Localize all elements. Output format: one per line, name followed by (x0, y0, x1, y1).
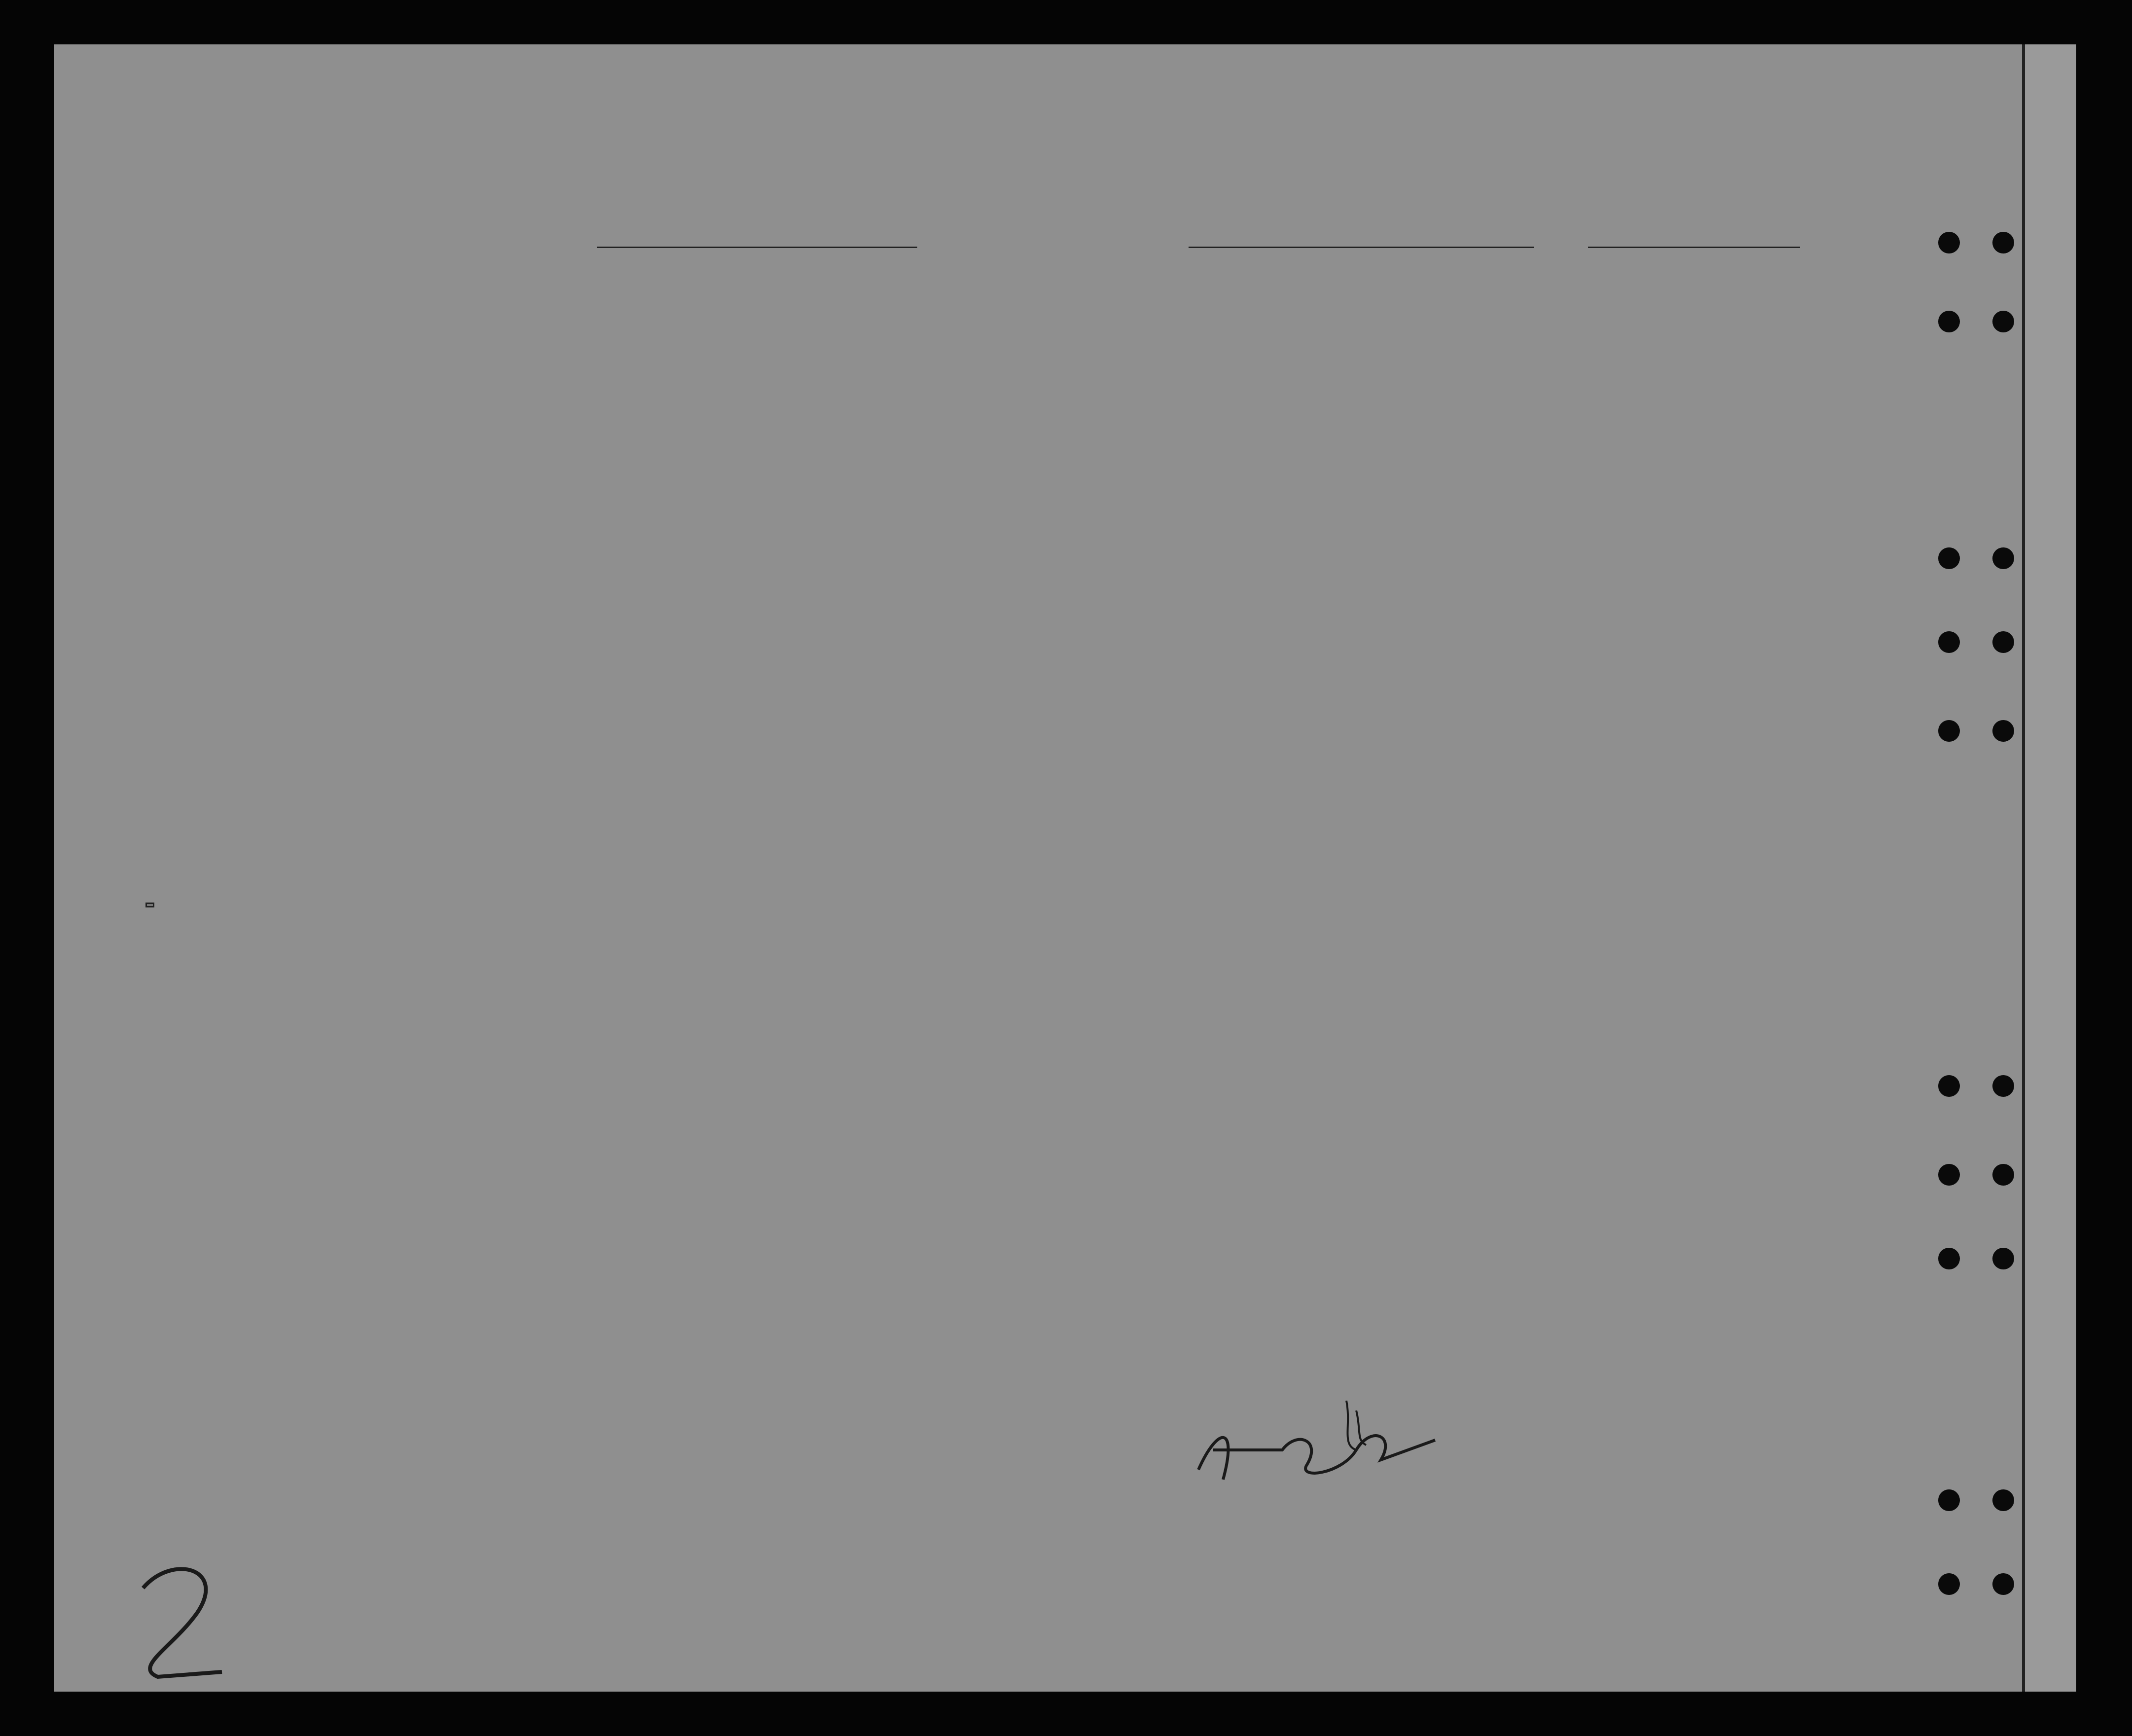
head-tax-stamp (145, 903, 154, 907)
handwritten-list-number (113, 1549, 261, 1687)
manifest-sheet (54, 44, 2076, 1692)
punch-hole (1992, 1573, 2014, 1595)
punch-hole (1992, 1164, 2014, 1186)
punch-hole (1992, 232, 2014, 253)
punch-hole (1992, 1248, 2014, 1269)
punch-hole (1938, 1075, 1960, 1097)
punch-hole (1938, 1573, 1960, 1595)
punch-hole (1992, 547, 2014, 569)
table-grid (54, 44, 2076, 1692)
punch-hole (1992, 1489, 2014, 1511)
punch-hole (1938, 1248, 1960, 1269)
purser-signature (1179, 1396, 1455, 1504)
punch-hole (1938, 1489, 1960, 1511)
punch-hole (1992, 631, 2014, 653)
punch-hole (1938, 1164, 1960, 1186)
punch-hole (1992, 1075, 2014, 1097)
punch-hole (1938, 547, 1960, 569)
punch-hole (1938, 720, 1960, 742)
punch-hole (1992, 311, 2014, 332)
punch-hole (1938, 631, 1960, 653)
ship-underline (597, 247, 917, 248)
port-underline (1189, 247, 1534, 248)
punch-hole (1992, 720, 2014, 742)
punch-hole (1938, 311, 1960, 332)
punch-hole (1938, 232, 1960, 253)
adjoining-sheet-edge (2022, 44, 2076, 1692)
date-underline (1588, 247, 1800, 248)
